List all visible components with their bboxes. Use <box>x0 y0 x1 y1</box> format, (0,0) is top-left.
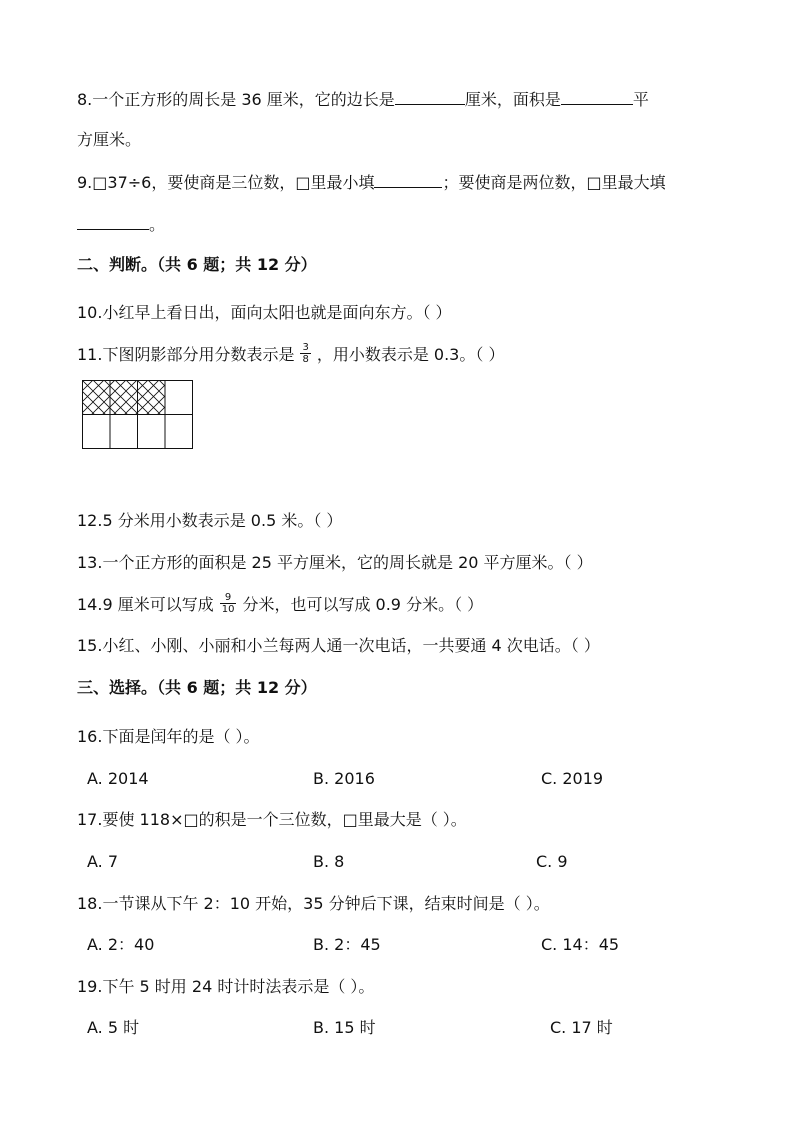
question-17: 17.要使 118×□的积是一个三位数，□里最大是（ ）。 <box>77 810 467 829</box>
option-c[interactable]: C. 17 时 <box>550 1018 613 1037</box>
option-a[interactable]: A. 5 时 <box>87 1018 140 1037</box>
question-18: 18.一节课从下午 2：10 开始，35 分钟后下课，结束时间是（ ）。 <box>77 894 550 913</box>
option-b[interactable]: B. 8 <box>313 852 345 871</box>
option-b[interactable]: B. 15 时 <box>313 1018 376 1037</box>
fraction-numerator: 3 <box>302 342 309 353</box>
answer-blank[interactable] <box>374 171 442 188</box>
question-16: 16.下面是闰年的是（ ）。 <box>77 727 260 746</box>
question-11-text-a: 11.下图阴影部分用分数表示是 <box>77 345 295 364</box>
fraction-denominator: 8 <box>302 354 309 365</box>
option-c[interactable]: C. 2019 <box>541 769 604 788</box>
fraction <box>300 342 310 365</box>
option-b[interactable]: B. 2：45 <box>313 935 381 954</box>
answer-blank[interactable] <box>77 213 149 230</box>
option-a[interactable]: A. 2014 <box>87 769 149 788</box>
question-14-text-a: 14.9 厘米可以写成 <box>77 595 214 614</box>
answer-blank[interactable] <box>395 88 465 105</box>
question-9-text-c: 。 <box>149 215 166 234</box>
question-11-text-b: ，用小数表示是 0.3。（ ） <box>316 345 505 364</box>
option-c[interactable]: C. 14：45 <box>541 935 620 954</box>
shaded-cell <box>83 381 111 415</box>
question-8 <box>77 88 649 110</box>
option-a[interactable]: A. 2：40 <box>87 935 155 954</box>
question-15: 15.小红、小刚、小丽和小兰每两人通一次电话，一共要通 4 次电话。（ ） <box>77 636 600 655</box>
option-b[interactable]: B. 2016 <box>313 769 375 788</box>
shaded-cell <box>110 381 138 415</box>
answer-blank[interactable] <box>561 88 633 105</box>
question-11 <box>77 344 504 367</box>
question-9-text-b: ；要使商是两位数，□里最大填 <box>442 173 666 192</box>
shaded-cell <box>138 381 166 415</box>
option-c[interactable]: C. 9 <box>536 852 568 871</box>
question-9-text-a: 9.□37÷6，要使商是三位数，□里最小填 <box>77 173 375 192</box>
question-13: 13.一个正方形的面积是 25 平方厘米，它的周长就是 20 平方厘米。（ ） <box>77 553 593 572</box>
fraction <box>220 592 237 615</box>
option-a[interactable]: A. 7 <box>87 852 119 871</box>
shaded-grid-figure <box>82 380 196 450</box>
question-19: 19.下午 5 时用 24 时计时法表示是（ ）。 <box>77 977 375 996</box>
question-8-text-a: 8.一个正方形的周长是 36 厘米，它的边长是 <box>77 90 395 109</box>
fraction-numerator: 9 <box>224 592 232 603</box>
section-heading-choose: 三、选择。（共 6 题；共 12 分） <box>77 678 317 697</box>
question-14 <box>77 594 483 617</box>
question-8-text-c: 平 <box>632 90 649 109</box>
fraction-denominator: 10 <box>221 604 235 615</box>
question-10: 10.小红早上看日出，面向太阳也就是面向东方。（ ） <box>77 303 452 322</box>
question-14-text-b: 分米，也可以写成 0.9 分米。（ ） <box>242 595 484 614</box>
question-8-cont: 方厘米。 <box>77 130 142 149</box>
question-9-cont <box>77 213 165 235</box>
question-12: 12.5 分米用小数表示是 0.5 米。（ ） <box>77 511 343 530</box>
question-8-text-b: 厘米，面积是 <box>464 90 561 109</box>
question-9 <box>77 171 666 193</box>
section-heading-judge: 二、判断。（共 6 题；共 12 分） <box>77 255 317 274</box>
